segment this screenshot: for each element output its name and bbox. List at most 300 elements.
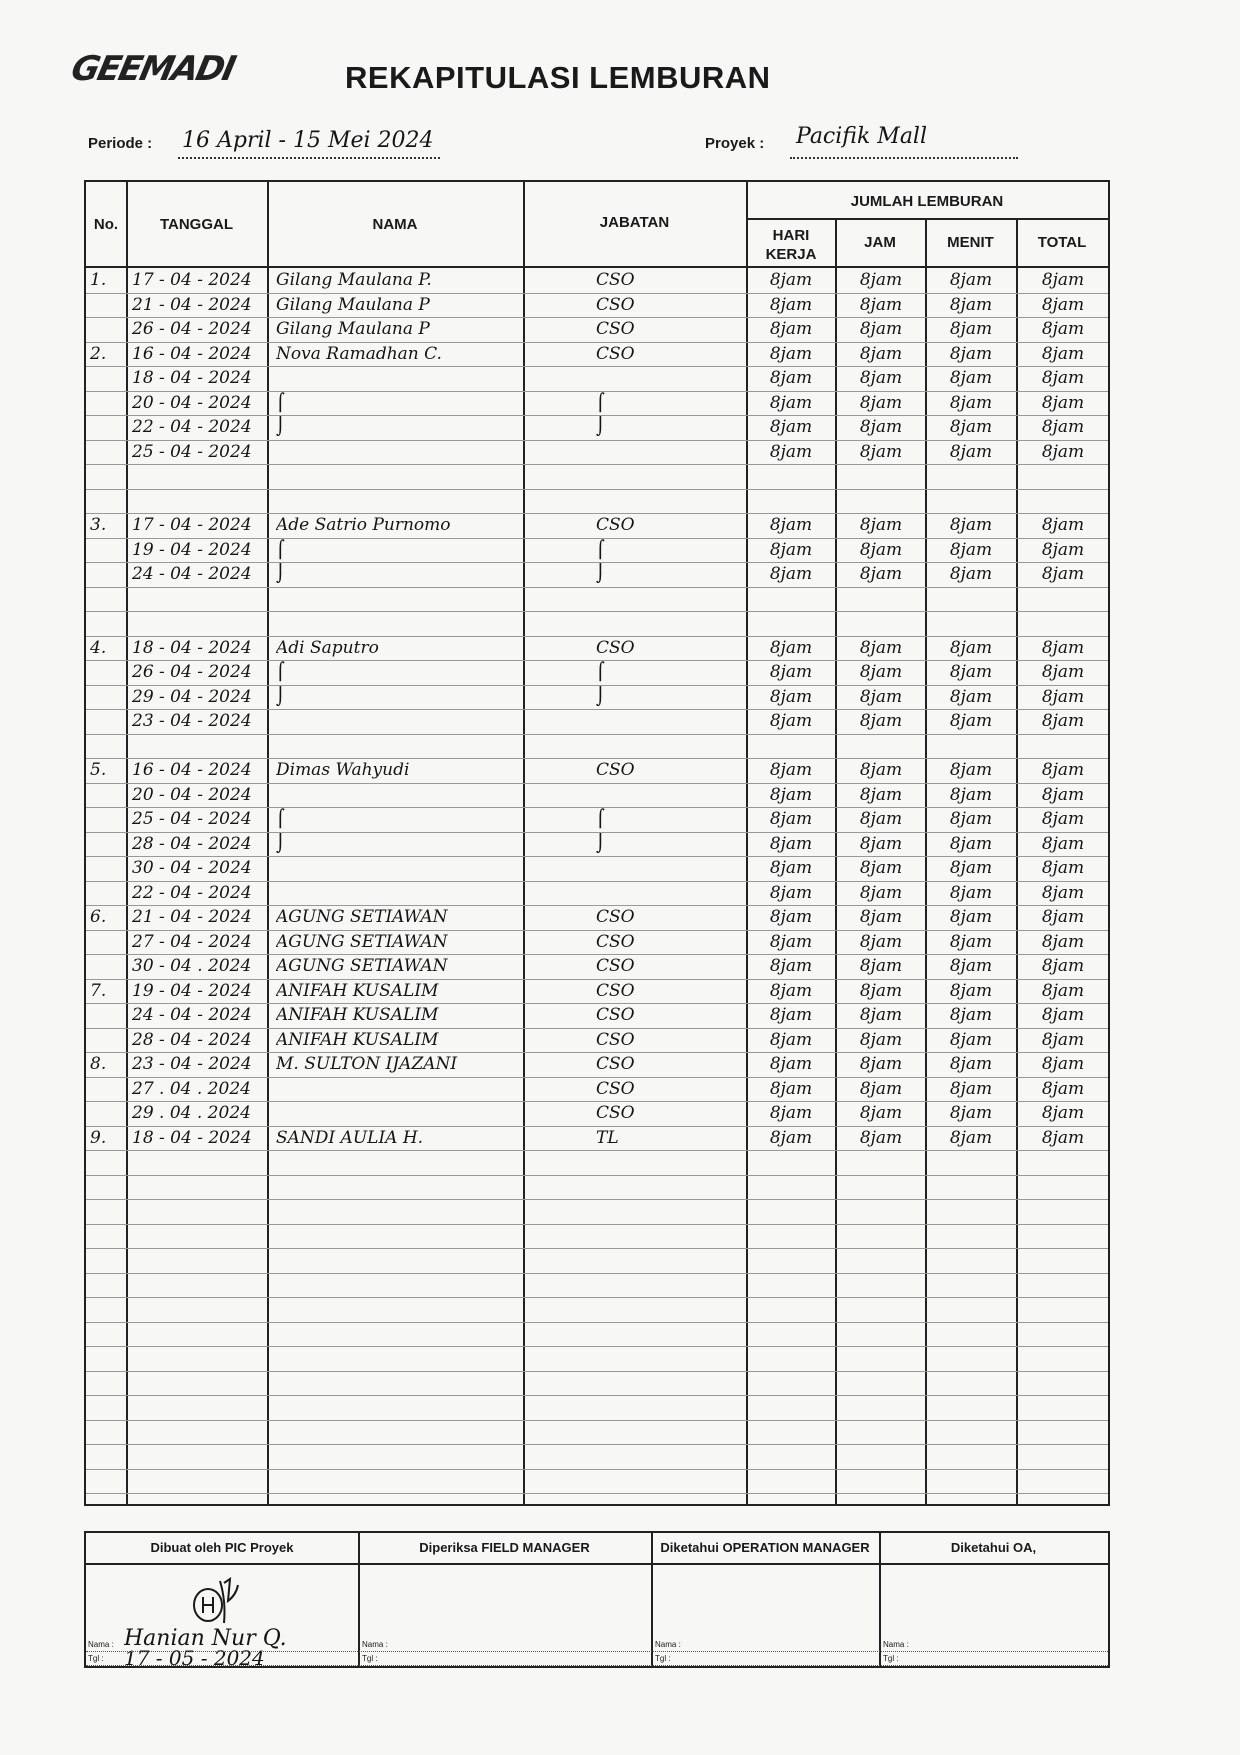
row-jabatan: CSO [596, 343, 635, 364]
table-row [86, 905, 1108, 930]
row-menit: 8jam [949, 1029, 993, 1050]
row-jam: 8jam [859, 343, 903, 364]
row-tanggal: 22 - 04 - 2024 [132, 882, 252, 903]
row-tanggal: 29 . 04 . 2024 [132, 1103, 251, 1123]
row-hari-kerja: 8jam [769, 368, 813, 388]
row-hari-kerja: 8jam [769, 294, 813, 315]
row-menit: 8jam [949, 662, 993, 682]
row-hari-kerja: 8jam [769, 1103, 813, 1123]
row-no [90, 415, 124, 440]
row-nama: ANIFAH KUSALIM [276, 1029, 439, 1050]
ruled-line [86, 1077, 1108, 1078]
row-menit: 8jam [949, 907, 993, 927]
row-menit: 8jam [949, 882, 993, 903]
row-jabatan: CSO [596, 1054, 635, 1074]
table-row [86, 342, 1108, 367]
row-no [90, 317, 124, 342]
ruled-line [86, 440, 1108, 441]
row-menit: 8jam [949, 368, 993, 388]
row-total: 8jam [1041, 1029, 1085, 1050]
col-tanggal: TANGGAL [159, 216, 234, 233]
row-no [90, 587, 124, 612]
row-tanggal [132, 587, 266, 612]
ruled-line [86, 979, 1108, 980]
row-nama: ⌡ [276, 417, 285, 437]
col-nama: NAMA [372, 216, 418, 233]
row-no [90, 954, 124, 979]
row-hari-kerja: 8jam [769, 637, 813, 658]
row-total: 8jam [1041, 711, 1085, 731]
row-menit [929, 489, 1013, 514]
table-row [86, 1077, 1108, 1102]
row-menit: 8jam [949, 956, 993, 976]
table-row [86, 709, 1108, 734]
ruled-line [86, 685, 1108, 686]
row-jam: 8jam [859, 931, 903, 952]
ruled-line [86, 636, 1108, 637]
row-jabatan [596, 856, 736, 881]
row-hari-kerja: 8jam [769, 956, 813, 976]
row-jabatan [596, 734, 736, 759]
row-tanggal: 26 - 04 - 2024 [132, 319, 252, 339]
row-hari-kerja: 8jam [769, 662, 813, 682]
tgl-label: Tgl : [88, 1654, 104, 1663]
row-nama: Nova Ramadhan C. [276, 343, 442, 364]
row-menit: 8jam [949, 319, 993, 339]
col-menit: MENIT [947, 234, 994, 251]
row-no [90, 1028, 124, 1053]
row-tanggal [132, 611, 266, 636]
ruled-line [86, 930, 1108, 931]
row-nama: ⌡ [276, 564, 285, 584]
row-nama: Gilang Maulana P [276, 294, 430, 315]
row-tanggal: 28 - 04 - 2024 [132, 1029, 252, 1050]
col-hari-kerja: HARI KERJA [765, 227, 817, 263]
row-hari-kerja: 8jam [769, 809, 813, 829]
row-no [90, 807, 124, 832]
row-total: 8jam [1041, 1103, 1085, 1123]
row-jam: 8jam [859, 686, 903, 707]
ruled-line [86, 1273, 1108, 1274]
row-jabatan: ⌠ [596, 392, 605, 413]
row-total: 8jam [1041, 319, 1085, 339]
row-no [90, 366, 124, 391]
row-menit: 8jam [949, 294, 993, 315]
col-total: TOTAL [1037, 234, 1087, 251]
signature-table [84, 1531, 1110, 1668]
row-jam: 8jam [859, 858, 903, 878]
row-jam: 8jam [859, 833, 903, 854]
row-menit: 8jam [949, 809, 993, 829]
row-total: 8jam [1041, 980, 1085, 1001]
ruled-line [86, 342, 1108, 343]
row-jam [839, 611, 923, 636]
row-jam: 8jam [859, 809, 903, 829]
row-tanggal: 20 - 04 - 2024 [132, 784, 252, 805]
row-no: 5. [90, 760, 107, 780]
row-jabatan: ⌠ [596, 662, 605, 682]
ruled-line [86, 1224, 1108, 1225]
ruled-line [86, 415, 1108, 416]
row-jam: 8jam [859, 441, 903, 462]
row-menit: 8jam [949, 1078, 993, 1099]
sign-dotted-line [86, 1665, 1108, 1666]
row-hari-kerja: 8jam [769, 1127, 813, 1148]
row-hari-kerja: 8jam [769, 343, 813, 364]
row-nama [276, 464, 520, 489]
ruled-line [86, 1444, 1108, 1445]
row-menit: 8jam [949, 539, 993, 560]
ruled-line [86, 1346, 1108, 1347]
row-total: 8jam [1041, 539, 1085, 560]
row-hari-kerja: 8jam [769, 392, 813, 413]
table-row [86, 587, 1108, 612]
row-jam: 8jam [859, 564, 903, 584]
row-hari-kerja: 8jam [769, 515, 813, 535]
ruled-line [86, 489, 1108, 490]
table-row [86, 832, 1108, 857]
row-total [1020, 489, 1106, 514]
row-jabatan: CSO [596, 1029, 635, 1050]
row-hari-kerja: 8jam [769, 882, 813, 903]
row-menit: 8jam [949, 270, 993, 290]
row-jabatan: CSO [596, 907, 635, 927]
row-menit: 8jam [949, 1103, 993, 1123]
row-menit: 8jam [949, 784, 993, 805]
ruled-line [86, 1199, 1108, 1200]
table-row [86, 734, 1108, 759]
row-jabatan: ⌡ [596, 833, 605, 854]
col-jabatan: JABATAN [599, 214, 670, 231]
row-no [90, 1077, 124, 1102]
row-hari-kerja [750, 611, 832, 636]
row-jam: 8jam [859, 515, 903, 535]
row-hari-kerja: 8jam [769, 784, 813, 805]
row-total: 8jam [1041, 833, 1085, 854]
ruled-line [86, 1322, 1108, 1323]
col-jumlah-lemburan: JUMLAH LEMBURAN [850, 193, 1004, 210]
table-row [86, 293, 1108, 318]
row-no [90, 538, 124, 563]
row-nama: ⌠ [276, 539, 285, 560]
row-no [90, 832, 124, 857]
row-nama: M. SULTON IJAZANI [276, 1054, 458, 1074]
row-total: 8jam [1041, 662, 1085, 682]
table-row [86, 1028, 1108, 1053]
row-tanggal: 27 - 04 - 2024 [132, 931, 252, 952]
signature-mark [186, 1571, 256, 1631]
row-menit: 8jam [949, 1005, 993, 1025]
row-nama: AGUNG SETIAWAN [276, 931, 448, 952]
row-jam: 8jam [859, 907, 903, 927]
ruled-line [86, 538, 1108, 539]
row-jam: 8jam [859, 980, 903, 1001]
row-menit: 8jam [949, 564, 993, 584]
sign-pic-title: Dibuat oleh PIC Proyek [150, 1540, 294, 1555]
ruled-line [86, 1003, 1108, 1004]
row-tanggal: 18 - 04 - 2024 [132, 368, 252, 388]
row-jam: 8jam [859, 539, 903, 560]
row-no [90, 734, 124, 759]
row-tanggal [132, 734, 266, 759]
sign-operation-manager-title: Diketahui OPERATION MANAGER [660, 1540, 870, 1555]
row-nama: AGUNG SETIAWAN [276, 956, 448, 976]
row-hari-kerja: 8jam [769, 1029, 813, 1050]
table-row [86, 1052, 1108, 1077]
row-hari-kerja: 8jam [769, 1005, 813, 1025]
row-no: 3. [90, 515, 107, 535]
ruled-line [86, 1395, 1108, 1396]
row-tanggal: 26 - 04 - 2024 [132, 662, 252, 682]
ruled-line [86, 391, 1108, 392]
pic-date: 17 - 05 - 2024 [124, 1647, 265, 1669]
row-menit: 8jam [949, 392, 993, 413]
row-total: 8jam [1041, 784, 1085, 805]
row-menit [929, 587, 1013, 612]
row-jam: 8jam [859, 270, 903, 290]
row-tanggal [132, 489, 266, 514]
row-total: 8jam [1041, 392, 1085, 413]
row-nama: ⌠ [276, 392, 285, 413]
row-menit [929, 734, 1013, 759]
row-menit: 8jam [949, 931, 993, 952]
row-nama: ⌡ [276, 833, 285, 854]
ruled-line [86, 293, 1108, 294]
row-nama [276, 734, 520, 759]
row-no: 6. [90, 907, 107, 927]
row-nama [276, 783, 520, 808]
row-nama: Gilang Maulana P [276, 319, 430, 339]
row-nama [276, 1101, 520, 1126]
proyek-value: Pacifik Mall [796, 124, 928, 149]
row-tanggal: 29 - 04 - 2024 [132, 686, 252, 707]
table-row [86, 783, 1108, 808]
row-hari-kerja: 8jam [769, 711, 813, 731]
row-nama [276, 709, 520, 734]
table-row [86, 1101, 1108, 1126]
ruled-line [86, 832, 1108, 833]
row-hari-kerja [750, 464, 832, 489]
row-tanggal: 16 - 04 - 2024 [132, 343, 252, 364]
row-tanggal: 25 - 04 - 2024 [132, 441, 252, 462]
row-hari-kerja: 8jam [769, 270, 813, 290]
row-no [90, 685, 124, 710]
row-menit: 8jam [949, 417, 993, 437]
row-tanggal: 25 - 04 - 2024 [132, 809, 252, 829]
table-row [86, 611, 1108, 636]
nama-label: Nama : [655, 1640, 681, 1649]
periode-label: Periode : [88, 135, 153, 152]
table-row [86, 954, 1108, 979]
ruled-line [86, 734, 1108, 735]
table-row [86, 1003, 1108, 1028]
ruled-line [86, 317, 1108, 318]
row-tanggal: 17 - 04 - 2024 [132, 270, 252, 290]
sign-dotted-line [86, 1651, 1108, 1652]
header-divider [746, 218, 1108, 220]
ruled-line [86, 1052, 1108, 1053]
row-menit: 8jam [949, 858, 993, 878]
row-hari-kerja: 8jam [769, 417, 813, 437]
row-jabatan: ⌠ [596, 539, 605, 560]
row-total [1020, 611, 1106, 636]
row-tanggal: 23 - 04 - 2024 [132, 1054, 252, 1074]
row-jabatan: TL [596, 1127, 619, 1148]
row-nama [276, 611, 520, 636]
row-hari-kerja: 8jam [769, 564, 813, 584]
table-row [86, 415, 1108, 440]
row-tanggal: 24 - 04 - 2024 [132, 1005, 252, 1025]
ruled-line [86, 905, 1108, 906]
row-nama [276, 366, 520, 391]
row-menit: 8jam [949, 343, 993, 364]
row-no [90, 464, 124, 489]
row-hari-kerja: 8jam [769, 907, 813, 927]
row-tanggal: 30 - 04 . 2024 [132, 956, 252, 976]
row-nama: Gilang Maulana P. [276, 270, 432, 290]
table-row [86, 538, 1108, 563]
row-nama [276, 489, 520, 514]
row-tanggal: 27 . 04 . 2024 [132, 1078, 251, 1099]
ruled-line [86, 881, 1108, 882]
row-jam: 8jam [859, 1078, 903, 1099]
row-jam: 8jam [859, 784, 903, 805]
table-row [86, 856, 1108, 881]
row-nama [276, 440, 520, 465]
row-jabatan: CSO [596, 956, 635, 976]
row-hari-kerja: 8jam [769, 686, 813, 707]
row-total: 8jam [1041, 686, 1085, 707]
row-tanggal: 19 - 04 - 2024 [132, 539, 252, 560]
row-no: 4. [90, 637, 107, 658]
row-total: 8jam [1041, 1005, 1085, 1025]
row-menit [929, 611, 1013, 636]
col-no: No. [93, 216, 119, 233]
ruled-line [86, 1469, 1108, 1470]
row-tanggal: 22 - 04 - 2024 [132, 417, 252, 437]
ruled-line [86, 587, 1108, 588]
row-total: 8jam [1041, 637, 1085, 658]
row-jabatan [596, 783, 736, 808]
row-total: 8jam [1041, 907, 1085, 927]
row-jabatan: ⌡ [596, 686, 605, 707]
row-no: 7. [90, 980, 107, 1001]
row-tanggal: 19 - 04 - 2024 [132, 980, 252, 1001]
ruled-line [86, 1126, 1108, 1127]
row-nama [276, 856, 520, 881]
row-nama: ANIFAH KUSALIM [276, 1005, 439, 1025]
row-jam: 8jam [859, 294, 903, 315]
tgl-label: Tgl : [655, 1654, 671, 1663]
nama-label: Nama : [362, 1640, 388, 1649]
sign-header-line [86, 1563, 1108, 1565]
row-no [90, 930, 124, 955]
table-row [86, 636, 1108, 661]
row-no [90, 709, 124, 734]
table-row [86, 366, 1108, 391]
row-jabatan: CSO [596, 319, 635, 339]
row-jam: 8jam [859, 1103, 903, 1123]
row-total [1020, 734, 1106, 759]
row-no: 9. [90, 1127, 107, 1148]
row-hari-kerja: 8jam [769, 1054, 813, 1074]
row-tanggal: 20 - 04 - 2024 [132, 392, 252, 413]
ruled-line [86, 807, 1108, 808]
row-no [90, 391, 124, 416]
row-total: 8jam [1041, 441, 1085, 462]
row-jabatan [596, 587, 736, 612]
row-jabatan: CSO [596, 1078, 635, 1099]
ruled-line [86, 758, 1108, 759]
table-row [86, 317, 1108, 342]
row-jam: 8jam [859, 882, 903, 903]
row-hari-kerja: 8jam [769, 833, 813, 854]
table-row [86, 685, 1108, 710]
ruled-line [86, 562, 1108, 563]
row-no [90, 856, 124, 881]
row-jabatan: CSO [596, 270, 635, 290]
table-row [86, 464, 1108, 489]
row-hari-kerja [750, 587, 832, 612]
row-total: 8jam [1041, 564, 1085, 584]
row-tanggal: 18 - 04 - 2024 [132, 637, 252, 658]
row-menit: 8jam [949, 1127, 993, 1148]
row-total: 8jam [1041, 1078, 1085, 1099]
row-menit: 8jam [949, 711, 993, 731]
row-jabatan: CSO [596, 637, 635, 658]
row-total: 8jam [1041, 809, 1085, 829]
row-tanggal: 30 - 04 - 2024 [132, 858, 252, 878]
row-jam [839, 489, 923, 514]
col-jam: JAM [864, 234, 896, 251]
row-jabatan [596, 611, 736, 636]
row-total: 8jam [1041, 882, 1085, 903]
sign-field-manager-title: Diperiksa FIELD MANAGER [419, 1540, 590, 1555]
row-jabatan [596, 366, 736, 391]
ruled-line [86, 611, 1108, 612]
row-total: 8jam [1041, 343, 1085, 364]
row-no: 1. [90, 270, 107, 290]
table-row [86, 440, 1108, 465]
pic-name: Hanian Nur Q. [124, 1626, 287, 1651]
row-total: 8jam [1041, 417, 1085, 437]
row-no [90, 660, 124, 685]
table-row [86, 1126, 1108, 1151]
row-jabatan: CSO [596, 1005, 635, 1025]
proyek-line [790, 157, 1018, 159]
row-hari-kerja: 8jam [769, 931, 813, 952]
row-tanggal: 16 - 04 - 2024 [132, 760, 252, 780]
row-hari-kerja: 8jam [769, 319, 813, 339]
row-no [90, 783, 124, 808]
row-total: 8jam [1041, 368, 1085, 388]
table-row [86, 489, 1108, 514]
row-no [90, 1003, 124, 1028]
row-jam: 8jam [859, 956, 903, 976]
ruled-line [86, 1101, 1108, 1102]
row-tanggal: 21 - 04 - 2024 [132, 907, 252, 927]
ruled-line [86, 660, 1108, 661]
row-jabatan [596, 440, 736, 465]
row-nama: SANDI AULIA H. [276, 1127, 424, 1148]
row-total: 8jam [1041, 1127, 1085, 1148]
row-menit: 8jam [949, 637, 993, 658]
row-jam: 8jam [859, 662, 903, 682]
ruled-line [86, 366, 1108, 367]
row-tanggal: 18 - 04 - 2024 [132, 1127, 252, 1148]
row-menit: 8jam [949, 441, 993, 462]
row-no [90, 562, 124, 587]
